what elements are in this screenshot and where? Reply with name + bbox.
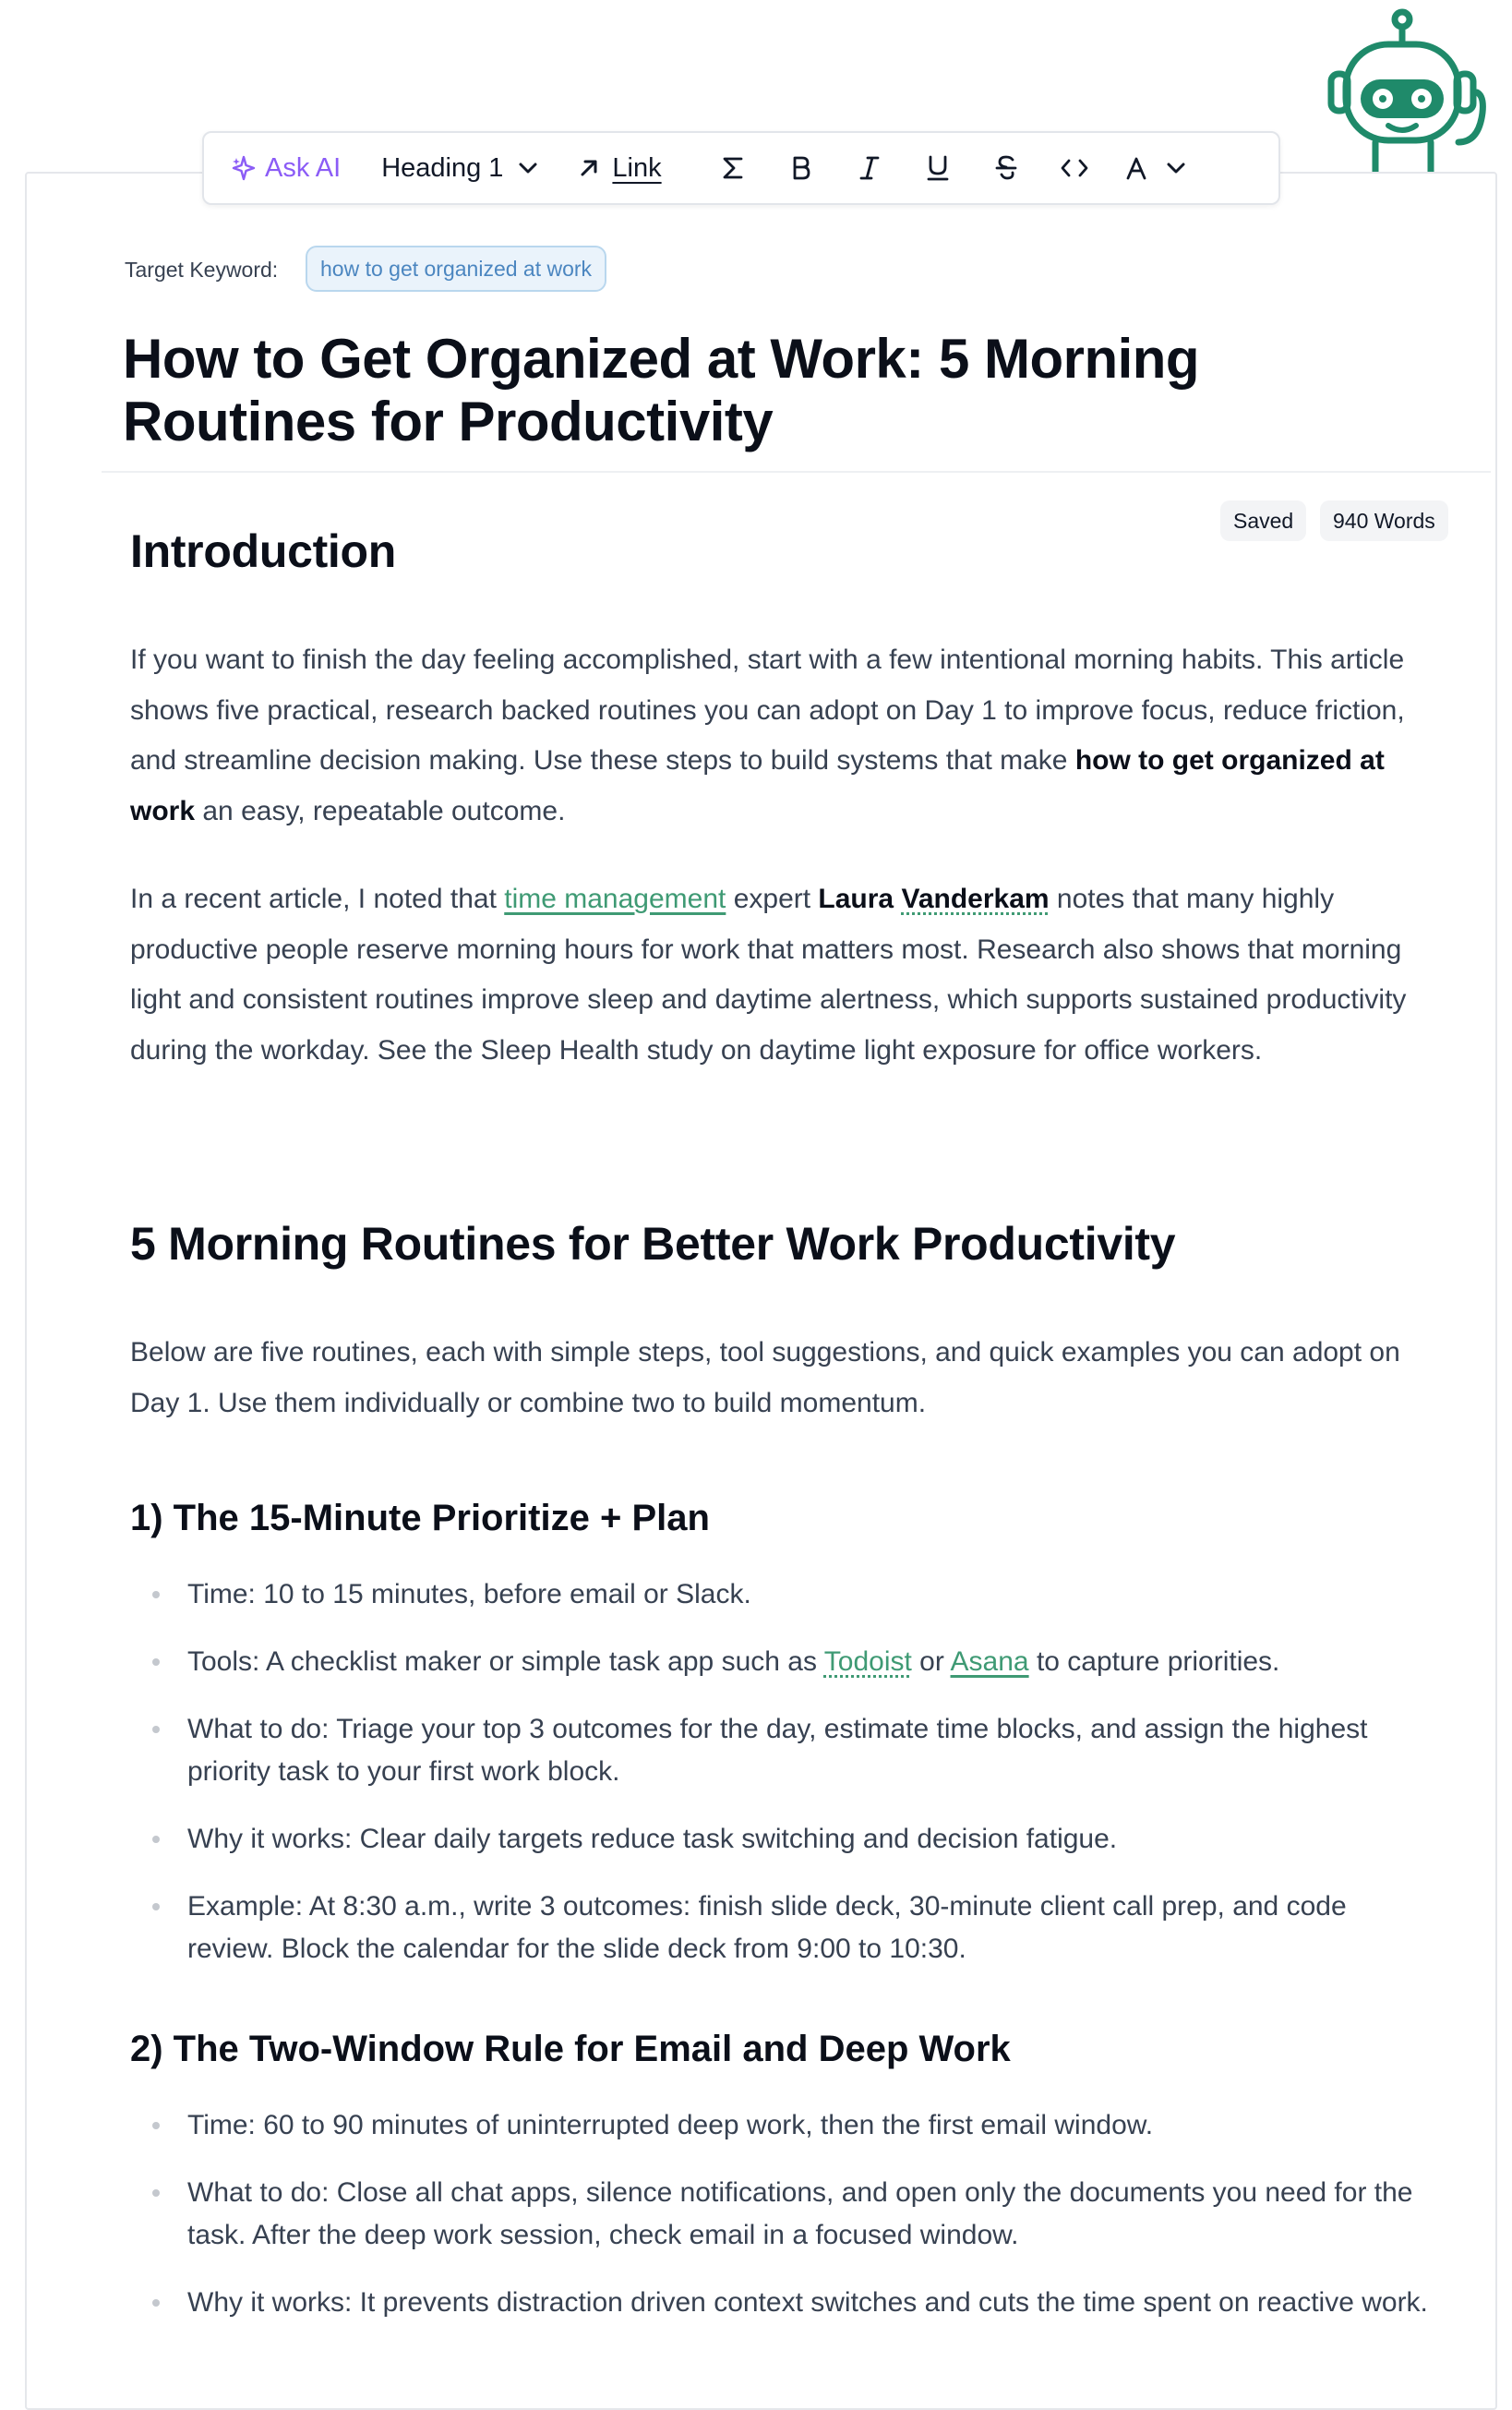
underline-button[interactable] <box>918 142 958 194</box>
routines-intro-paragraph[interactable]: Below are five routines, each with simple steps, tool suggestions, and quick examples you can adopt on Day 1. Use them individually or combine two to build momentum. <box>130 1337 1400 1418</box>
list-item[interactable]: Why it works: It prevents distraction driven context switches and cuts the time spent on reactive work. <box>130 2282 1432 2324</box>
strikethrough-button[interactable] <box>986 142 1026 194</box>
target-keyword-pill[interactable] <box>306 246 606 292</box>
list-item[interactable]: Time: 10 to 15 minutes, before email or Slack. <box>130 1573 1432 1616</box>
italic-icon <box>858 155 881 181</box>
code-button[interactable] <box>1054 142 1095 194</box>
link-button[interactable] <box>579 142 661 194</box>
chevron-down-icon <box>1166 162 1186 175</box>
asana-link[interactable]: Asana <box>950 1646 1029 1677</box>
formatting-toolbar <box>202 131 1280 205</box>
routine-1-heading[interactable]: 1) The 15-Minute Prioritize + Plan <box>130 1498 710 1538</box>
list-item[interactable]: What to do: Close all chat apps, silence notifications, and open only the documents you need for the task. After the deep work session, check email in a focused window. <box>130 2172 1432 2257</box>
routines-heading[interactable]: 5 Morning Routines for Better Work Productivity <box>130 1218 1176 1270</box>
expert-name-last: Vanderkam <box>901 884 1050 914</box>
sparkle-icon <box>232 155 256 181</box>
sigma-icon <box>721 155 745 181</box>
heading-select-label: Heading 1 <box>381 152 504 183</box>
document-title[interactable]: How to Get Organized at Work: 5 Morning Routines for Productivity <box>123 328 1200 452</box>
italic-button[interactable] <box>849 142 890 194</box>
robot-mascot-icon <box>1320 4 1495 175</box>
list-item[interactable] <box>130 1641 1432 1683</box>
ask-ai-label: Ask AI <box>265 152 342 183</box>
intro-paragraph-1[interactable] <box>130 635 1432 837</box>
todoist-link[interactable]: Todoist <box>823 1646 912 1677</box>
list-item[interactable]: What to do: Triage your top 3 outcomes for the day, estimate time blocks, and assign the highest priority task to your first work block. <box>130 1708 1432 1793</box>
intro-p2-text-mid: expert <box>726 884 819 914</box>
routine-2-heading[interactable]: 2) The Two-Window Rule for Email and Deep Work <box>130 2029 1011 2069</box>
list-item[interactable]: Example: At 8:30 a.m., write 3 outcomes: finish slide deck, 30-minute client call prep, and code review. Block the calendar for the slide deck from 9:00 to 10:30. <box>130 1886 1432 1970</box>
title-divider <box>102 471 1491 473</box>
expert-name-first: Laura <box>818 884 894 914</box>
code-icon <box>1060 158 1089 178</box>
tools-text-end: to capture priorities. <box>1028 1646 1280 1677</box>
intro-heading[interactable]: Introduction <box>130 525 397 577</box>
underline-icon <box>926 154 950 182</box>
ask-ai-button[interactable] <box>232 142 341 194</box>
saved-status-badge: Saved <box>1220 500 1306 541</box>
intro-p1-keyword: how to get organized at work <box>130 745 1385 826</box>
list-item[interactable]: Time: 60 to 90 minutes of uninterrupted deep work, then the first email window. <box>130 2104 1432 2147</box>
target-keyword-value: how to get organized at work <box>320 257 593 281</box>
tools-text: Tools: A checklist maker or simple task app such as <box>187 1646 824 1677</box>
bold-button[interactable] <box>781 142 822 194</box>
target-keyword-label: Target Keyword: <box>125 258 279 282</box>
routine-1-list <box>130 1573 1432 1995</box>
routine-2-list <box>130 2104 1432 2349</box>
font-color-icon <box>1125 156 1147 180</box>
chevron-down-icon <box>518 162 538 175</box>
arrow-up-right-icon <box>579 158 599 178</box>
intro-p2-text: In a recent article, I noted that <box>130 884 505 914</box>
time-management-link[interactable]: time management <box>504 884 726 914</box>
word-count-badge: 940 Words <box>1320 500 1448 541</box>
strikethrough-icon <box>994 154 1018 182</box>
math-button[interactable] <box>713 142 753 194</box>
bold-icon <box>790 155 812 181</box>
intro-p2-text-end: notes that many highly productive people reserve morning hours for work that matters most. Research also shows that morning light and consistent routines improve sleep and daytime alertness, which supports sustained productivity during the workday. See the Sleep Health study on daytime light exposure for office workers. <box>130 884 1407 1066</box>
intro-paragraph-2[interactable] <box>130 874 1432 1076</box>
heading-select[interactable] <box>381 142 538 194</box>
tools-or-text: or <box>911 1646 951 1677</box>
font-color-select[interactable] <box>1125 142 1186 194</box>
intro-p1-text: If you want to finish the day feeling accomplished, start with a few intentional morning habits. This article shows five practical, research backed routines you can adopt on Day 1 to improve focus, reduce friction, and streamline decision making. Use these steps to build systems that make <box>130 645 1405 776</box>
list-item[interactable]: Why it works: Clear daily targets reduce task switching and decision fatigue. <box>130 1818 1432 1861</box>
intro-p1-text-end: an easy, repeatable outcome. <box>195 795 566 826</box>
link-button-label: Link <box>612 152 662 183</box>
